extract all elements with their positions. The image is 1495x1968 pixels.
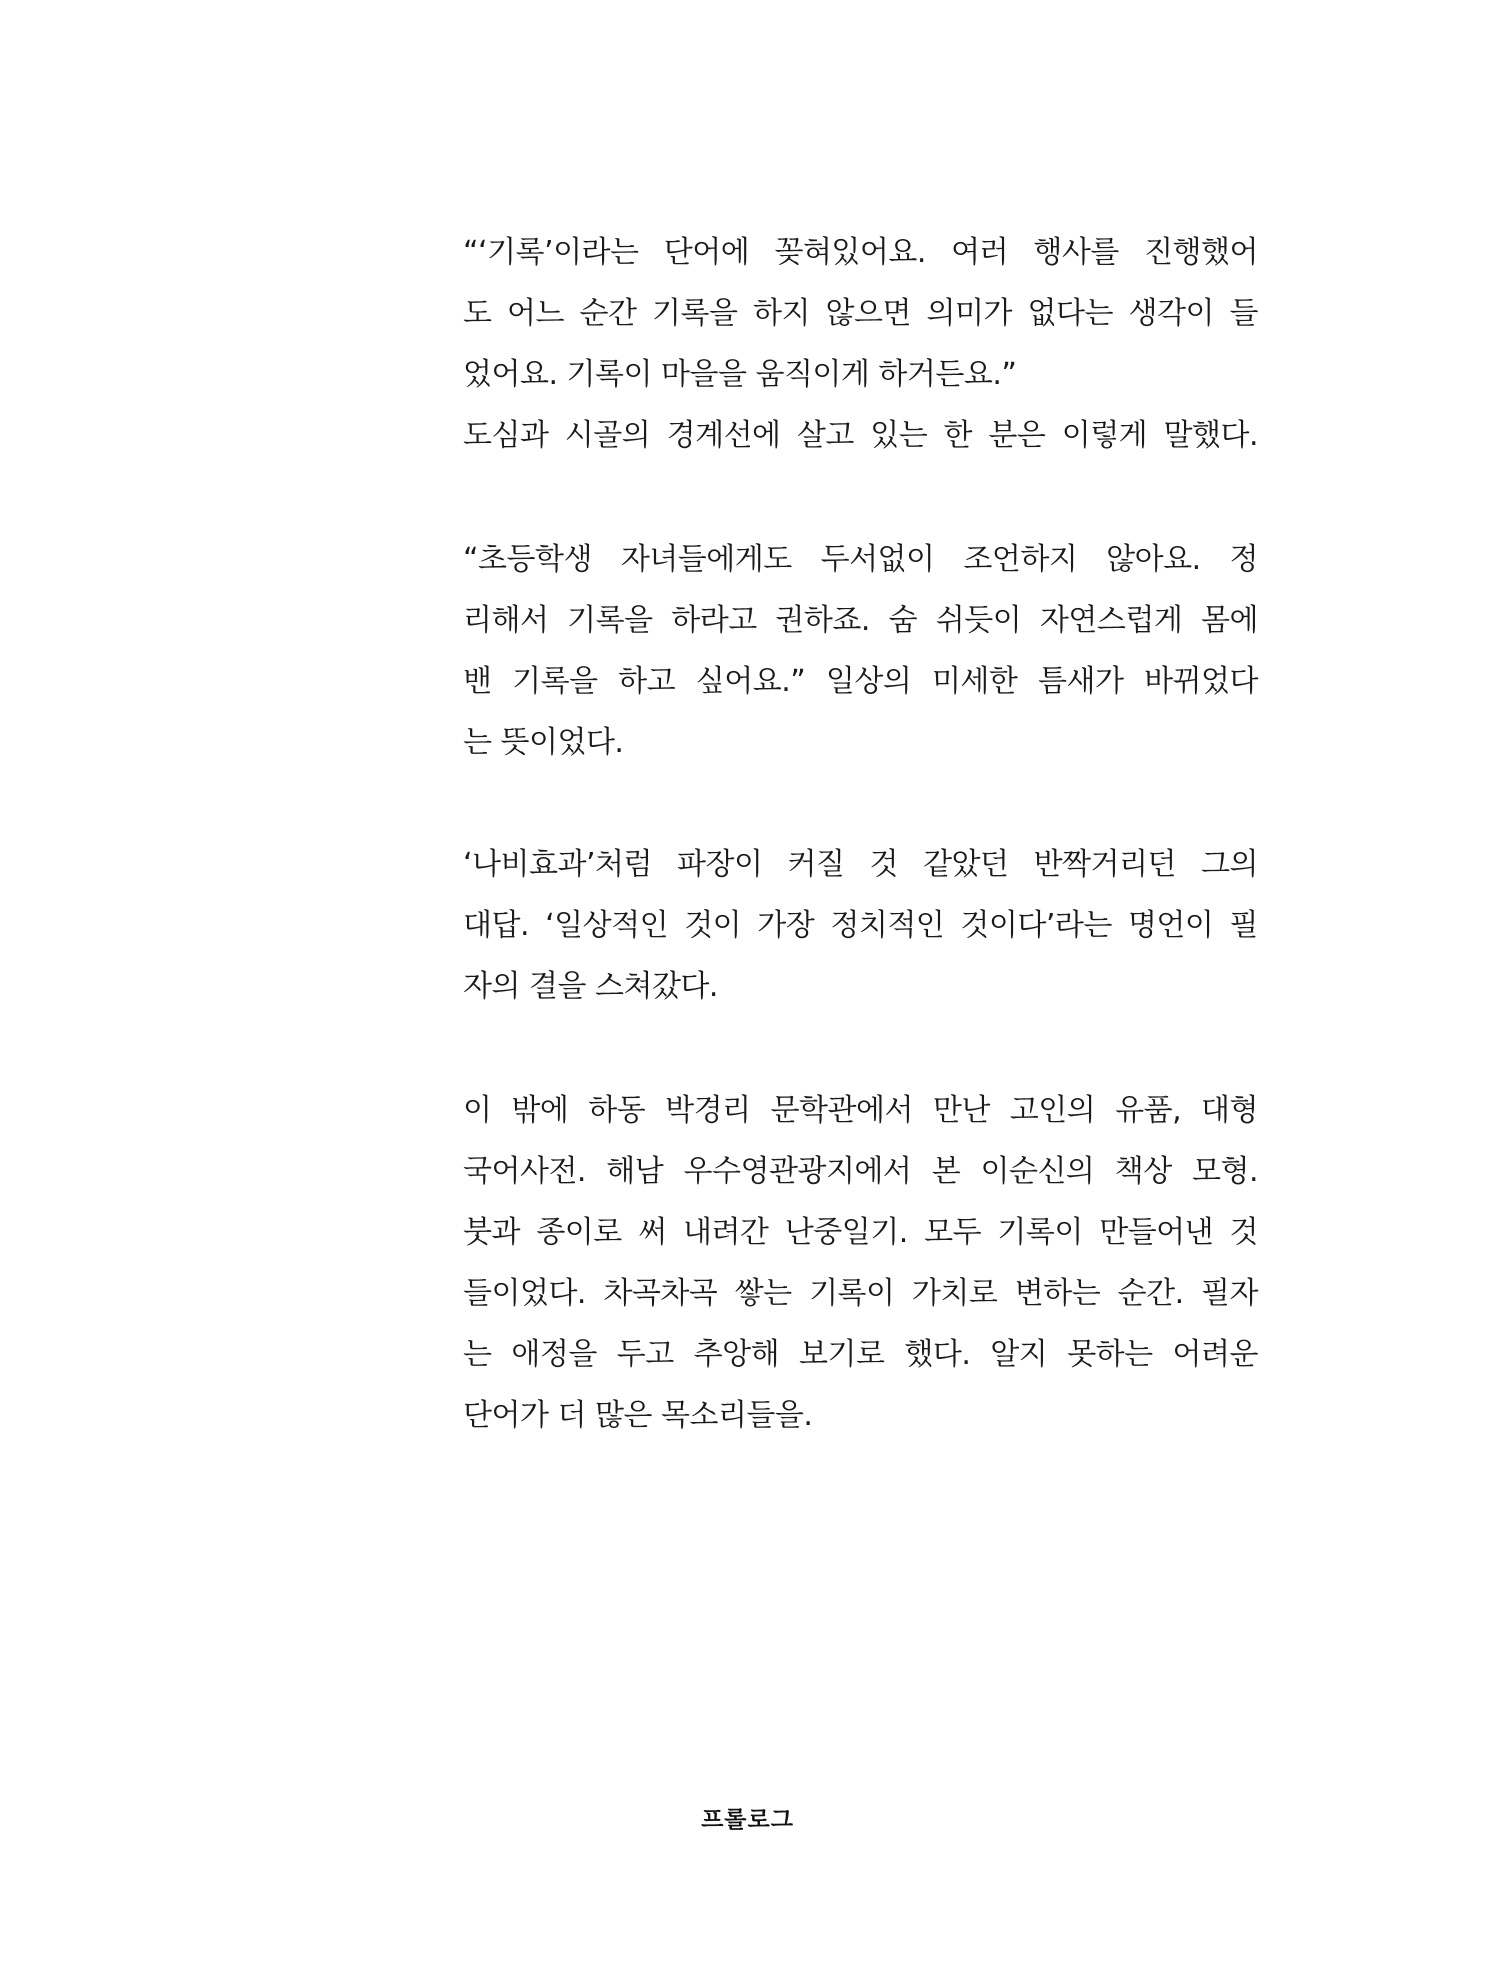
text-line: 단어가 더 많은 목소리들을. (463, 1398, 813, 1433)
body-text (463, 222, 1258, 1446)
text-line: 국어사전. 해남 우수영관광지에서 본 이순신의 책상 모형. (463, 1154, 1258, 1189)
text-line: ‘나비효과’처럼 파장이 커질 것 같았던 반짝거리던 그의 (463, 847, 1258, 882)
paragraph-spacer (463, 773, 1258, 834)
text-line: 도 어느 순간 기록을 하지 않으면 의미가 없다는 생각이 들 (463, 296, 1258, 331)
text-line: 들이었다. 차곡차곡 쌓는 기록이 가치로 변하는 순간. 필자 (463, 1276, 1258, 1311)
text-line: 는 애정을 두고 추앙해 보기로 했다. 알지 못하는 어려운 (463, 1337, 1258, 1372)
paragraph-records-heritage (463, 1080, 1258, 1446)
paragraph-quote-recording (463, 222, 1258, 466)
text-line: 도심과 시골의 경계선에 살고 있는 한 분은 이렇게 말했다. (463, 418, 1258, 453)
text-line: 밴 기록을 하고 싶어요.” 일상의 미세한 틈새가 바뀌었다 (463, 664, 1258, 699)
paragraph-butterfly-effect (463, 834, 1258, 1017)
paragraph-quote-children (463, 529, 1258, 773)
text-line: “‘기록’이라는 단어에 꽂혀있어요. 여러 행사를 진행했어 (463, 235, 1258, 270)
text-line: 이 밖에 하동 박경리 문학관에서 만난 고인의 유품, 대형 (463, 1093, 1258, 1128)
text-line: 리해서 기록을 하라고 권하죠. 숨 쉬듯이 자연스럽게 몸에 (463, 603, 1258, 638)
text-line: “초등학생 자녀들에게도 두서없이 조언하지 않아요. 정 (463, 542, 1258, 577)
text-line: 대답. ‘일상적인 것이 가장 정치적인 것이다’라는 명언이 필 (463, 908, 1258, 943)
paragraph-spacer (463, 466, 1258, 529)
text-line: 는 뜻이었다. (463, 725, 624, 760)
text-line: 자의 결을 스쳐갔다. (463, 969, 718, 1004)
text-line: 붓과 종이로 써 내려간 난중일기. 모두 기록이 만들어낸 것 (463, 1215, 1258, 1250)
page-footer-section-title: 프롤로그 (701, 1807, 794, 1833)
paragraph-spacer (463, 1017, 1258, 1080)
text-line: 었어요. 기록이 마을을 움직이게 하거든요.” (463, 357, 1017, 392)
